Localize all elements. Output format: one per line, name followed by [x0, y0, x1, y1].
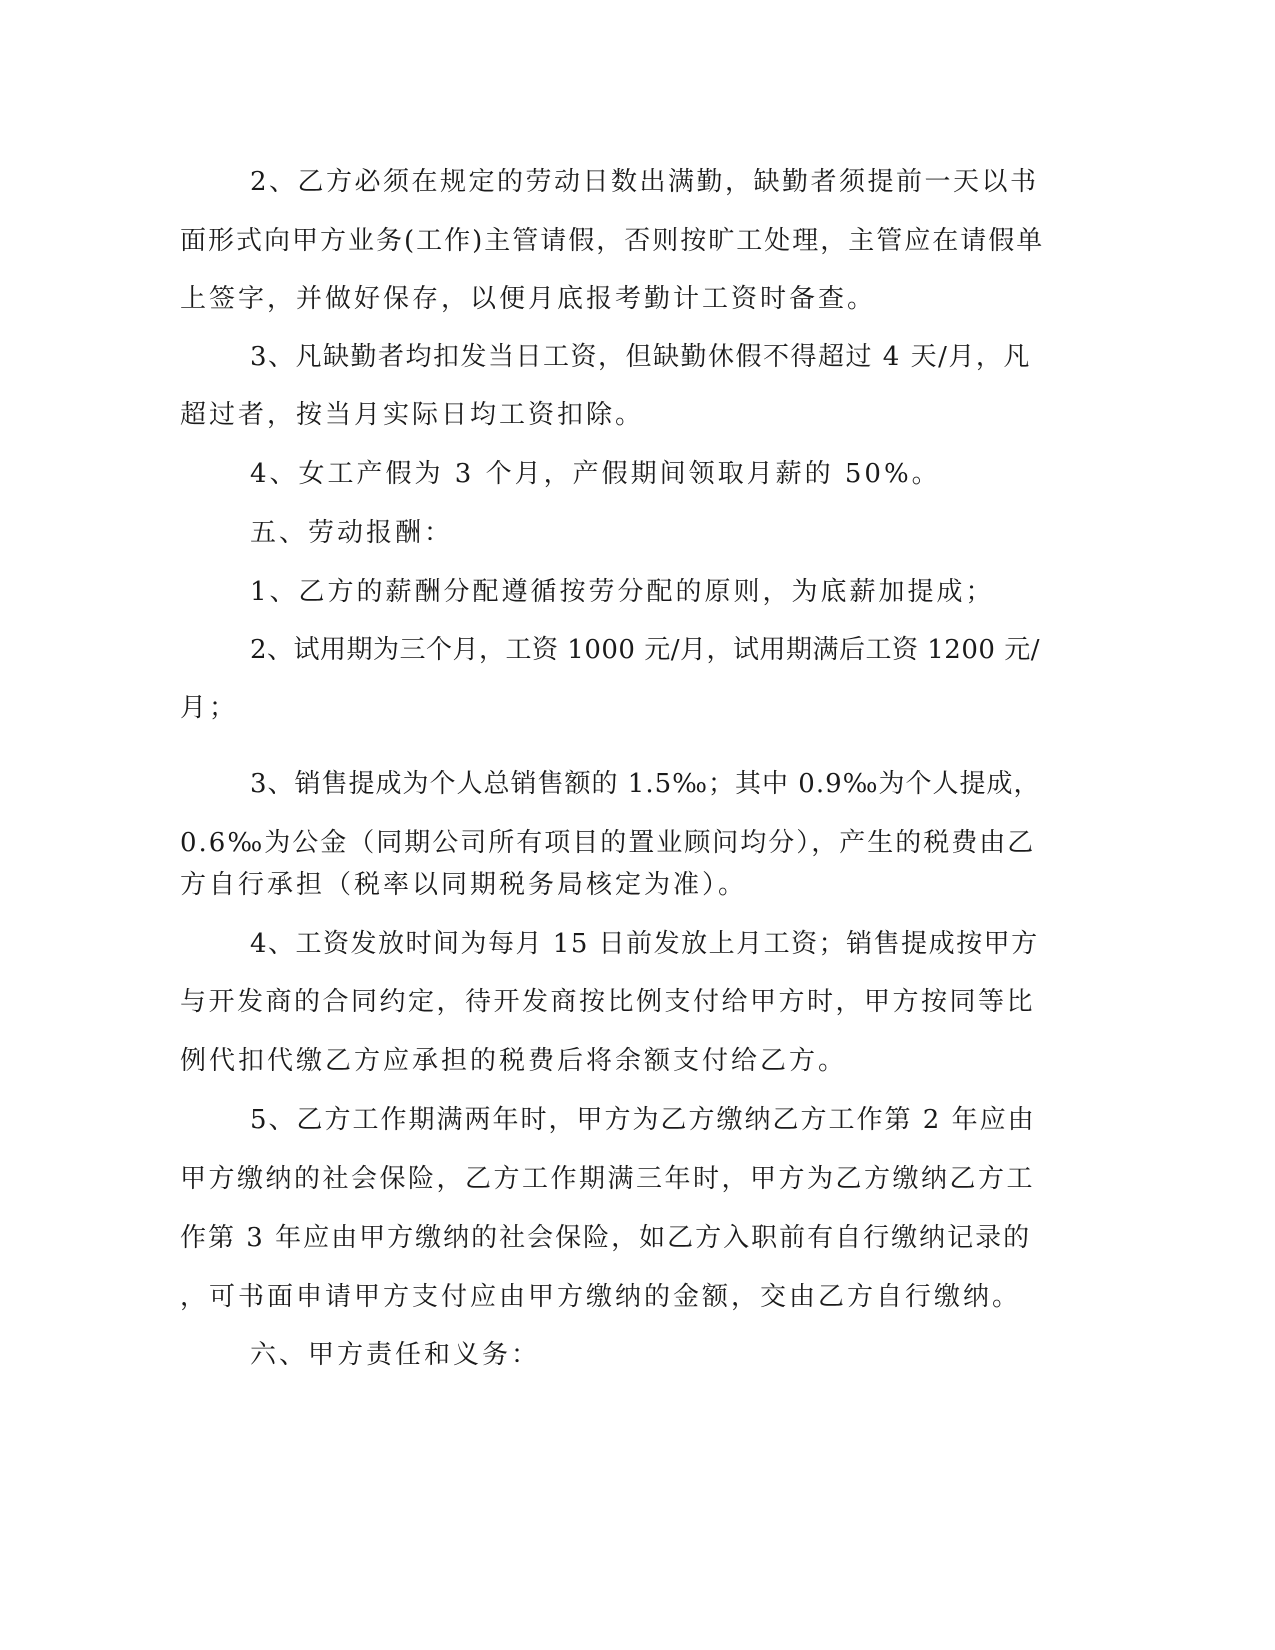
section-heading: 六、甲方责任和义务： — [250, 1340, 541, 1370]
paragraph-line: 作第 3 年应由甲方缴纳的社会保险，如乙方入职前有自行缴纳记录的 — [180, 1223, 1032, 1253]
paragraph-line: 3、销售提成为个人总销售额的 1.5‰；其中 0.9‰为个人提成， — [250, 769, 1041, 799]
paragraph-line: 方自行承担（税率以同期税务局核定为准）。 — [180, 870, 748, 900]
paragraph-line: 与开发商的合同约定，待开发商按比例支付给甲方时，甲方按同等比 — [180, 987, 1036, 1017]
paragraph-line: 例代扣代缴乙方应承担的税费后将余额支付给乙方。 — [180, 1046, 848, 1076]
paragraph-line: 5、乙方工作期满两年时，甲方为乙方缴纳乙方工作第 2 年应由 — [250, 1105, 1036, 1135]
paragraph-line: 0.6‰为公金（同期公司所有项目的置业顾问均分），产生的税费由乙 — [180, 828, 1036, 858]
paragraph-line: 面形式向甲方业务(工作)主管请假，否则按旷工处理，主管应在请假单 — [180, 226, 1045, 256]
paragraph-line: 4、女工产假为 3 个月，产假期间领取月薪的 50%。 — [250, 459, 941, 489]
section-heading: 五、劳动报酬： — [250, 518, 454, 548]
paragraph-line: 2、试用期为三个月，工资 1000 元/月，试用期满后工资 1200 元/ — [250, 635, 1040, 665]
paragraph-line: 4、工资发放时间为每月 15 日前发放上月工资；销售提成按甲方 — [250, 929, 1039, 959]
paragraph-line: 甲方缴纳的社会保险，乙方工作期满三年时，甲方为乙方缴纳乙方工 — [180, 1164, 1036, 1194]
paragraph-line: 3、凡缺勤者均扣发当日工资，但缺勤休假不得超过 4 天/月，凡 — [250, 342, 1031, 372]
paragraph-line: 2、乙方必须在规定的劳动日数出满勤，缺勤者须提前一天以书 — [250, 167, 1039, 197]
paragraph-line: 超过者，按当月实际日均工资扣除。 — [180, 400, 645, 430]
paragraph-line: 上签字，并做好保存，以便月底报考勤计工资时备查。 — [180, 284, 877, 314]
paragraph-line: ，可书面申请甲方支付应由甲方缴纳的金额，交由乙方自行缴纳。 — [180, 1282, 1022, 1312]
paragraph-line: 月； — [180, 693, 239, 723]
paragraph-line: 1、乙方的薪酬分配遵循按劳分配的原则，为底薪加提成； — [250, 577, 995, 607]
